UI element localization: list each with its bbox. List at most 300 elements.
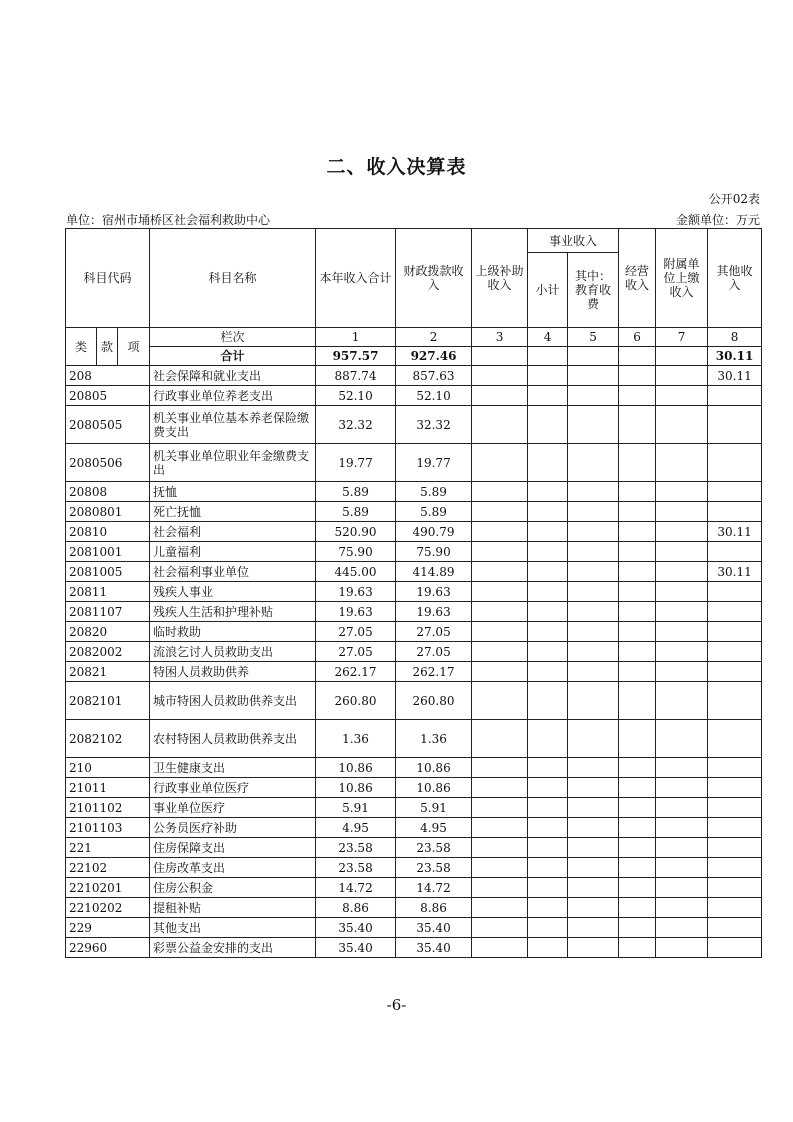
fiscal-income: 857.63 [396, 366, 472, 386]
table-row [66, 682, 762, 720]
empty-cell [472, 347, 528, 366]
fiscal-income: 19.63 [396, 602, 472, 622]
subject-name: 社会福利事业单位 [150, 562, 316, 582]
total-income: 19.63 [316, 602, 396, 622]
total-income: 260.80 [316, 682, 396, 720]
education-fee [568, 622, 619, 642]
table-row [66, 622, 762, 642]
other-income: 30.11 [708, 366, 762, 386]
subject-code: 2210201 [66, 878, 150, 898]
empty-cell [619, 347, 656, 366]
operating-income [619, 918, 656, 938]
subject-code: 20808 [66, 482, 150, 502]
total-income: 19.77 [316, 444, 396, 482]
other-income [708, 682, 762, 720]
amount-unit-label: 金额单位：万元 [675, 213, 760, 227]
fiscal-income: 490.79 [396, 522, 472, 542]
superior-income [472, 562, 528, 582]
subject-name: 提租补贴 [150, 898, 316, 918]
table-row [66, 662, 762, 682]
operating-income [619, 444, 656, 482]
fiscal-income: 260.80 [396, 682, 472, 720]
affiliated-income [656, 818, 708, 838]
fiscal-income: 14.72 [396, 878, 472, 898]
education-fee [568, 366, 619, 386]
other-income [708, 542, 762, 562]
operating-income [619, 562, 656, 582]
other-income: 30.11 [708, 522, 762, 542]
table-row [66, 778, 762, 798]
other-income [708, 918, 762, 938]
subject-code: 2101103 [66, 818, 150, 838]
form-number: 公开02表 [708, 192, 760, 206]
affiliated-income [656, 838, 708, 858]
superior-income [472, 898, 528, 918]
subject-name: 机关事业单位基本养老保险缴费支出 [150, 406, 316, 444]
affiliated-income [656, 602, 708, 622]
total-income: 445.00 [316, 562, 396, 582]
table-row [66, 444, 762, 482]
career-subtotal [528, 778, 568, 798]
operating-income [619, 858, 656, 878]
education-fee [568, 662, 619, 682]
fiscal-income: 262.17 [396, 662, 472, 682]
education-fee [568, 602, 619, 622]
education-fee [568, 918, 619, 938]
income-table [65, 228, 762, 958]
affiliated-income [656, 720, 708, 758]
subject-code: 2080505 [66, 406, 150, 444]
education-fee [568, 758, 619, 778]
subject-code: 20805 [66, 386, 150, 406]
superior-income [472, 522, 528, 542]
other-income [708, 778, 762, 798]
career-subtotal [528, 582, 568, 602]
column-number: 3 [472, 328, 528, 347]
superior-income [472, 482, 528, 502]
affiliated-income [656, 778, 708, 798]
education-fee [568, 502, 619, 522]
subject-code: 208 [66, 366, 150, 386]
total-row [66, 347, 762, 366]
total-income: 19.63 [316, 582, 396, 602]
education-fee [568, 542, 619, 562]
operating-income [619, 720, 656, 758]
header-subtotal: 小计 [528, 253, 568, 328]
subject-code: 229 [66, 918, 150, 938]
header-superior: 上级补助收入 [472, 229, 528, 328]
fiscal-income: 32.32 [396, 406, 472, 444]
total-income: 52.10 [316, 386, 396, 406]
total-income: 23.58 [316, 858, 396, 878]
affiliated-income [656, 662, 708, 682]
other-income [708, 720, 762, 758]
operating-income [619, 482, 656, 502]
operating-income [619, 366, 656, 386]
superior-income [472, 878, 528, 898]
affiliated-income [656, 386, 708, 406]
subject-name: 残疾人事业 [150, 582, 316, 602]
subject-name: 社会福利 [150, 522, 316, 542]
subject-name: 抚恤 [150, 482, 316, 502]
fiscal-income: 23.58 [396, 858, 472, 878]
header-other: 其他收入 [708, 229, 762, 328]
total-income: 520.90 [316, 522, 396, 542]
career-subtotal [528, 542, 568, 562]
operating-income [619, 758, 656, 778]
total-label: 合计 [150, 347, 316, 366]
subject-name: 农村特困人员救助供养支出 [150, 720, 316, 758]
affiliated-income [656, 562, 708, 582]
superior-income [472, 542, 528, 562]
career-subtotal [528, 858, 568, 878]
superior-income [472, 642, 528, 662]
career-subtotal [528, 898, 568, 918]
subject-code: 20821 [66, 662, 150, 682]
column-number: 6 [619, 328, 656, 347]
fiscal-income: 35.40 [396, 918, 472, 938]
career-subtotal [528, 818, 568, 838]
education-fee [568, 858, 619, 878]
career-subtotal [528, 522, 568, 542]
operating-income [619, 522, 656, 542]
other-income [708, 622, 762, 642]
operating-income [619, 622, 656, 642]
table-row [66, 562, 762, 582]
table-row [66, 818, 762, 838]
education-fee [568, 444, 619, 482]
unit-label: 单位：宿州市埇桥区社会福利救助中心 [66, 213, 271, 227]
subject-name: 住房改革支出 [150, 858, 316, 878]
education-fee [568, 562, 619, 582]
table-row [66, 602, 762, 622]
total-income: 27.05 [316, 622, 396, 642]
subject-code: 20811 [66, 582, 150, 602]
operating-income [619, 938, 656, 958]
total-income: 75.90 [316, 542, 396, 562]
column-number: 4 [528, 328, 568, 347]
operating-income [619, 642, 656, 662]
other-income [708, 602, 762, 622]
education-fee [568, 838, 619, 858]
career-subtotal [528, 482, 568, 502]
total-income: 10.86 [316, 778, 396, 798]
subject-name: 特困人员救助供养 [150, 662, 316, 682]
operating-income [619, 662, 656, 682]
table-row [66, 758, 762, 778]
superior-income [472, 502, 528, 522]
education-fee [568, 878, 619, 898]
table-row [66, 720, 762, 758]
affiliated-income [656, 878, 708, 898]
superior-income [472, 386, 528, 406]
career-subtotal [528, 386, 568, 406]
table-row [66, 938, 762, 958]
header-lei: 类 [66, 328, 97, 366]
education-fee [568, 582, 619, 602]
education-fee [568, 818, 619, 838]
table-row [66, 838, 762, 858]
other-income [708, 662, 762, 682]
table-row [66, 502, 762, 522]
operating-income [619, 542, 656, 562]
header-lanci: 栏次 [150, 328, 316, 347]
other-income [708, 582, 762, 602]
career-subtotal [528, 406, 568, 444]
table-row [66, 582, 762, 602]
superior-income [472, 838, 528, 858]
subject-code: 2081001 [66, 542, 150, 562]
fiscal-income: 414.89 [396, 562, 472, 582]
fiscal-income: 23.58 [396, 838, 472, 858]
other-income [708, 898, 762, 918]
column-number: 8 [708, 328, 762, 347]
header-kuan: 款 [97, 328, 118, 366]
total-income: 4.95 [316, 818, 396, 838]
header-xiang: 项 [118, 328, 150, 366]
fiscal-income: 10.86 [396, 758, 472, 778]
subject-name: 住房公积金 [150, 878, 316, 898]
superior-income [472, 918, 528, 938]
subject-name: 临时救助 [150, 622, 316, 642]
table-row [66, 642, 762, 662]
subject-code: 20810 [66, 522, 150, 542]
table-row [66, 522, 762, 542]
superior-income [472, 406, 528, 444]
education-fee [568, 386, 619, 406]
career-subtotal [528, 366, 568, 386]
other-income [708, 938, 762, 958]
subject-code: 2080801 [66, 502, 150, 522]
fiscal-income: 19.77 [396, 444, 472, 482]
page-number: -6- [386, 996, 407, 1014]
education-fee [568, 482, 619, 502]
other-income: 30.11 [708, 562, 762, 582]
column-number: 7 [656, 328, 708, 347]
total-income: 5.89 [316, 482, 396, 502]
affiliated-income [656, 406, 708, 444]
career-subtotal [528, 562, 568, 582]
header-education: 其中：教育收费 [568, 253, 619, 328]
table-row [66, 858, 762, 878]
operating-income [619, 602, 656, 622]
total-income: 35.40 [316, 938, 396, 958]
superior-income [472, 444, 528, 482]
fiscal-income: 19.63 [396, 582, 472, 602]
superior-income [472, 858, 528, 878]
fiscal-income: 4.95 [396, 818, 472, 838]
operating-income [619, 838, 656, 858]
superior-income [472, 602, 528, 622]
affiliated-income [656, 798, 708, 818]
subject-name: 残疾人生活和护理补贴 [150, 602, 316, 622]
other-income [708, 878, 762, 898]
superior-income [472, 622, 528, 642]
subject-name: 机关事业单位职业年金缴费支出 [150, 444, 316, 482]
subject-code: 22960 [66, 938, 150, 958]
total-income: 27.05 [316, 642, 396, 662]
fiscal-income: 5.89 [396, 482, 472, 502]
affiliated-income [656, 522, 708, 542]
affiliated-income [656, 642, 708, 662]
header-fiscal: 财政拨款收入 [396, 229, 472, 328]
subject-name: 行政事业单位养老支出 [150, 386, 316, 406]
total-income: 5.91 [316, 798, 396, 818]
other-income [708, 818, 762, 838]
operating-income [619, 386, 656, 406]
subject-name: 公务员医疗补助 [150, 818, 316, 838]
affiliated-income [656, 682, 708, 720]
empty-cell [528, 347, 568, 366]
superior-income [472, 938, 528, 958]
subject-code: 22102 [66, 858, 150, 878]
affiliated-income [656, 758, 708, 778]
fiscal-income: 27.05 [396, 642, 472, 662]
header-affiliated: 附属单位上缴收入 [656, 229, 708, 328]
subject-name: 行政事业单位医疗 [150, 778, 316, 798]
subject-code: 21011 [66, 778, 150, 798]
subject-code: 2081005 [66, 562, 150, 582]
total-other: 30.11 [708, 347, 762, 366]
superior-income [472, 720, 528, 758]
subject-name: 城市特困人员救助供养支出 [150, 682, 316, 720]
total-income: 32.32 [316, 406, 396, 444]
other-income [708, 758, 762, 778]
table-row [66, 898, 762, 918]
affiliated-income [656, 542, 708, 562]
operating-income [619, 582, 656, 602]
other-income [708, 858, 762, 878]
operating-income [619, 878, 656, 898]
subject-code: 221 [66, 838, 150, 858]
career-subtotal [528, 878, 568, 898]
affiliated-income [656, 858, 708, 878]
career-subtotal [528, 938, 568, 958]
subject-code: 2082002 [66, 642, 150, 662]
other-income [708, 386, 762, 406]
affiliated-income [656, 482, 708, 502]
subject-name: 事业单位医疗 [150, 798, 316, 818]
operating-income [619, 502, 656, 522]
total-income: 5.89 [316, 502, 396, 522]
affiliated-income [656, 502, 708, 522]
superior-income [472, 682, 528, 720]
education-fee [568, 720, 619, 758]
subject-code: 2082101 [66, 682, 150, 720]
career-subtotal [528, 798, 568, 818]
affiliated-income [656, 444, 708, 482]
other-income [708, 406, 762, 444]
other-income [708, 838, 762, 858]
fiscal-income: 5.89 [396, 502, 472, 522]
fiscal-income: 5.91 [396, 798, 472, 818]
header-code: 科目代码 [66, 229, 150, 328]
career-subtotal [528, 838, 568, 858]
subject-name: 社会保障和就业支出 [150, 366, 316, 386]
subject-code: 2210202 [66, 898, 150, 918]
career-subtotal [528, 502, 568, 522]
affiliated-income [656, 622, 708, 642]
affiliated-income [656, 366, 708, 386]
subject-code: 2082102 [66, 720, 150, 758]
operating-income [619, 798, 656, 818]
subject-name: 彩票公益金安排的支出 [150, 938, 316, 958]
header-total: 本年收入合计 [316, 229, 396, 328]
empty-cell [656, 347, 708, 366]
total-income: 262.17 [316, 662, 396, 682]
affiliated-income [656, 582, 708, 602]
subject-code: 210 [66, 758, 150, 778]
column-number: 5 [568, 328, 619, 347]
superior-income [472, 758, 528, 778]
table-row [66, 406, 762, 444]
operating-income [619, 778, 656, 798]
fiscal-income: 1.36 [396, 720, 472, 758]
affiliated-income [656, 898, 708, 918]
operating-income [619, 898, 656, 918]
subject-name: 儿童福利 [150, 542, 316, 562]
subject-name: 流浪乞讨人员救助支出 [150, 642, 316, 662]
education-fee [568, 798, 619, 818]
education-fee [568, 938, 619, 958]
table-row [66, 918, 762, 938]
education-fee [568, 406, 619, 444]
other-income [708, 642, 762, 662]
total-income: 35.40 [316, 918, 396, 938]
career-subtotal [528, 682, 568, 720]
fiscal-income: 75.90 [396, 542, 472, 562]
superior-income [472, 662, 528, 682]
total-income: 1.36 [316, 720, 396, 758]
total-income: 23.58 [316, 838, 396, 858]
affiliated-income [656, 918, 708, 938]
subject-code: 2080506 [66, 444, 150, 482]
affiliated-income [656, 938, 708, 958]
operating-income [619, 406, 656, 444]
superior-income [472, 818, 528, 838]
superior-income [472, 582, 528, 602]
table-row [66, 482, 762, 502]
other-income [708, 444, 762, 482]
education-fee [568, 522, 619, 542]
table-row [66, 878, 762, 898]
superior-income [472, 778, 528, 798]
header-operating: 经营收入 [619, 229, 656, 328]
empty-cell [568, 347, 619, 366]
other-income [708, 482, 762, 502]
total-fiscal: 927.46 [396, 347, 472, 366]
column-number: 2 [396, 328, 472, 347]
subject-name: 卫生健康支出 [150, 758, 316, 778]
subject-code: 2081107 [66, 602, 150, 622]
fiscal-income: 27.05 [396, 622, 472, 642]
career-subtotal [528, 662, 568, 682]
table-row [66, 366, 762, 386]
table-row [66, 386, 762, 406]
header-career: 事业收入 [528, 229, 619, 253]
education-fee [568, 778, 619, 798]
table-row [66, 542, 762, 562]
column-number: 1 [316, 328, 396, 347]
fiscal-income: 35.40 [396, 938, 472, 958]
total-income: 8.86 [316, 898, 396, 918]
header-name: 科目名称 [150, 229, 316, 328]
subject-name: 住房保障支出 [150, 838, 316, 858]
education-fee [568, 642, 619, 662]
career-subtotal [528, 622, 568, 642]
education-fee [568, 682, 619, 720]
operating-income [619, 818, 656, 838]
